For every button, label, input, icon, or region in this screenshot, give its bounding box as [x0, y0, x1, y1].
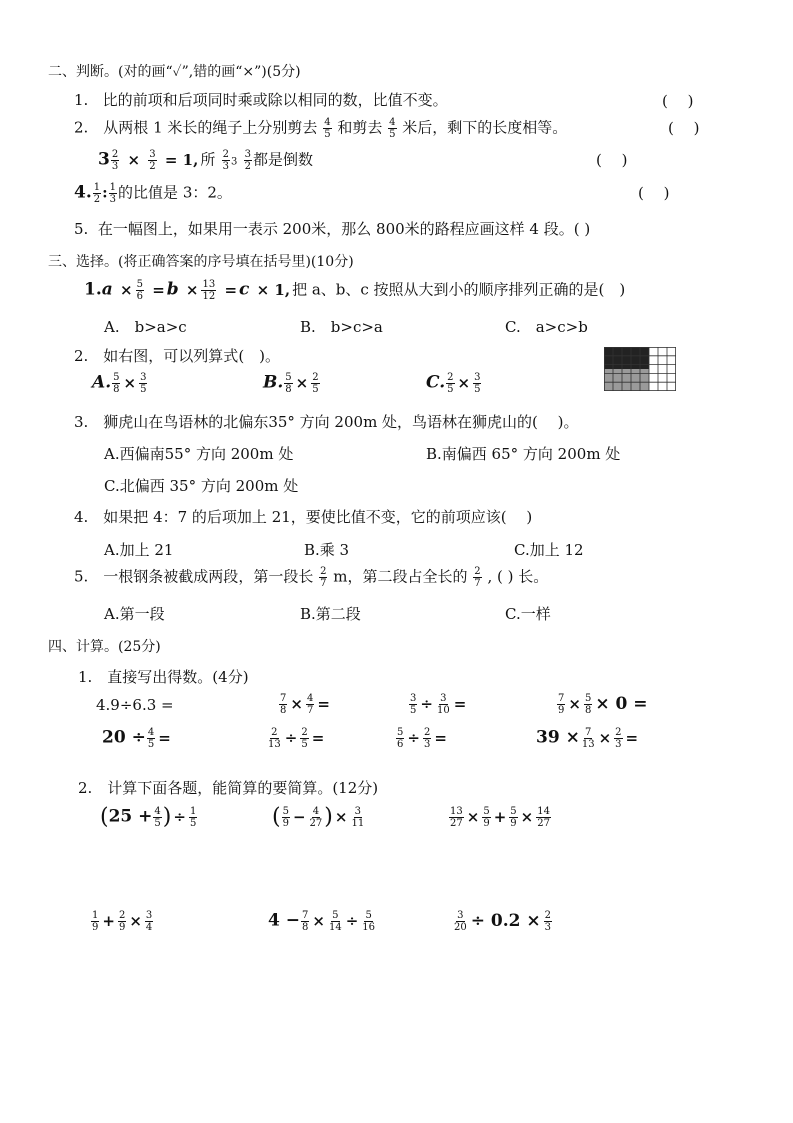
- option-b[interactable]: B. $\frac{5}{8}$ × $\frac{2}{5}$: [263, 372, 319, 395]
- judge-q4: 4. $\frac{1}{2}$ : $\frac{1}{3}$ 的比值是 3：2。: [74, 182, 232, 205]
- judge-q5: 5. 在一幅图上，如果用一表示 200米，那么 800米的路程应画这样 4 段。( ): [74, 220, 591, 238]
- calc-expr: (25 + $\frac{4}{5}$ ) ÷ $\frac{1}{5}$: [100, 804, 197, 830]
- mental-calc-expr: $\frac{5}{6}$ ÷ $\frac{2}{3}$ =: [397, 727, 447, 750]
- light-shaded-region: [604, 369, 649, 391]
- calc-expr: $\frac{3}{20}$ ÷ 0.2 × $\frac{2}{3}$: [454, 910, 552, 933]
- calc-part2-title: 2. 计算下面各题，能简算的要简算。(12分): [78, 779, 379, 797]
- judge-q2: 2. 从两根 1 米长的绳子上分别剪去 $\frac{4}{5}$ 和剪去 $\frac{4}{5}$ 米后，剩下的长度相等。: [74, 117, 568, 140]
- answer-paren[interactable]: ( ): [662, 92, 694, 110]
- option-c[interactable]: C.加上 12: [514, 541, 584, 559]
- section-2-title: 二、判断。(对的画“✓”,错的画“×”)(5分): [48, 64, 301, 80]
- choice-q4: 4. 如果把 4：7 的后项加上 21，要使比值不变，它的前项应该( ): [74, 508, 533, 526]
- choice-q2: 2. 如右图，可以列算式( )。: [74, 347, 281, 365]
- mental-calc-expr: $\frac{2}{13}$ ÷ $\frac{2}{5}$ =: [268, 727, 325, 750]
- shaded-grid-figure: [604, 347, 676, 391]
- mental-calc-expr: 20 ÷ $\frac{4}{5}$ =: [102, 727, 171, 750]
- option-c[interactable]: C. $\frac{2}{5}$ × $\frac{3}{5}$: [426, 372, 481, 395]
- option-a[interactable]: A.西偏南55° 方向 200m 处: [104, 445, 294, 463]
- option-b[interactable]: B.第二段: [300, 605, 361, 623]
- option-b[interactable]: B. b>c>a: [300, 318, 383, 336]
- mental-calc-expr: $\frac{3}{5}$ ÷ $\frac{3}{10}$ =: [410, 693, 467, 716]
- answer-paren[interactable]: ( ): [638, 184, 670, 202]
- section-3-title: 三、选择。(将正确答案的序号填在括号里)(10分): [48, 254, 354, 270]
- option-c[interactable]: C. a>c>b: [505, 318, 588, 336]
- mental-calc-expr: 39 × $\frac{7}{13}$ × $\frac{2}{3}$ =: [536, 727, 639, 750]
- calc-part1-title: 1. 直接写出得数。(4分): [78, 668, 249, 686]
- fraction: $\frac{4}{5}$: [324, 117, 331, 140]
- answer-paren[interactable]: ( ): [596, 151, 628, 169]
- judge-q3: 3 $\frac{2}{3}$ × $\frac{3}{2}$ = 1, 所 $\frac{2}{3}$ 3 $\frac{3}{2}$ 都是倒数: [98, 149, 313, 172]
- option-a[interactable]: A. $\frac{5}{8}$ × $\frac{3}{5}$: [92, 372, 147, 395]
- option-a[interactable]: A.第一段: [104, 605, 165, 623]
- answer-paren[interactable]: ( ): [668, 119, 700, 137]
- option-b[interactable]: B.南偏西 65° 方向 200m 处: [426, 445, 621, 463]
- choice-q5: 5. 一根钢条被截成两段，第一段长 $\frac{2}{7}$ m，第二段占全长的 $\frac{2}{7}$ , ( ) 长。: [74, 566, 549, 589]
- option-a[interactable]: A.加上 21: [104, 541, 174, 559]
- mental-calc-expr: 4.9÷6.3 =: [96, 696, 174, 714]
- option-a[interactable]: A. b>a>c: [104, 318, 187, 336]
- option-c[interactable]: C.一样: [505, 605, 551, 623]
- mental-calc-expr: $\frac{7}{8}$ × $\frac{4}{7}$ =: [280, 693, 330, 716]
- dark-shaded-region: [604, 347, 649, 369]
- calc-expr: $\frac{13}{27}$ × $\frac{5}{9}$ + $\frac{5}{9}$ × $\frac{14}{27}$: [450, 806, 550, 829]
- section-4-title: 四、计算。(25分): [48, 639, 161, 655]
- calc-expr: ( $\frac{5}{9}$ − $\frac{4}{27}$ ) × $\frac{3}{11}$: [272, 804, 365, 830]
- q-text: 比的前项和后项同时乘或除以相同的数，比值不变。: [102, 91, 448, 109]
- q-num: 1.: [74, 91, 89, 109]
- choice-q1: 1.a × $\frac{5}{6}$ = b × $\frac{13}{12}$ = c × 1, 把 a、b、c 按照从大到小的顺序排列正确的是( ): [84, 279, 626, 302]
- judge-q1: [74, 90, 448, 110]
- choice-q3: 3. 狮虎山在鸟语林的北偏东35° 方向 200m 处，鸟语林在狮虎山的( )。: [74, 413, 579, 431]
- option-c[interactable]: C.北偏西 35° 方向 200m 处: [104, 477, 299, 495]
- option-b[interactable]: B.乘 3: [304, 541, 350, 559]
- calc-expr: $\frac{1}{9}$ + $\frac{2}{9}$ × $\frac{3}{4}$: [92, 910, 153, 933]
- fraction: $\frac{4}{5}$: [389, 117, 396, 140]
- calc-expr: 4 − $\frac{7}{8}$ × $\frac{5}{14}$ ÷ $\frac{5}{16}$: [268, 910, 375, 933]
- mental-calc-expr: $\frac{7}{9}$ × $\frac{5}{8}$ × 0 =: [558, 693, 648, 716]
